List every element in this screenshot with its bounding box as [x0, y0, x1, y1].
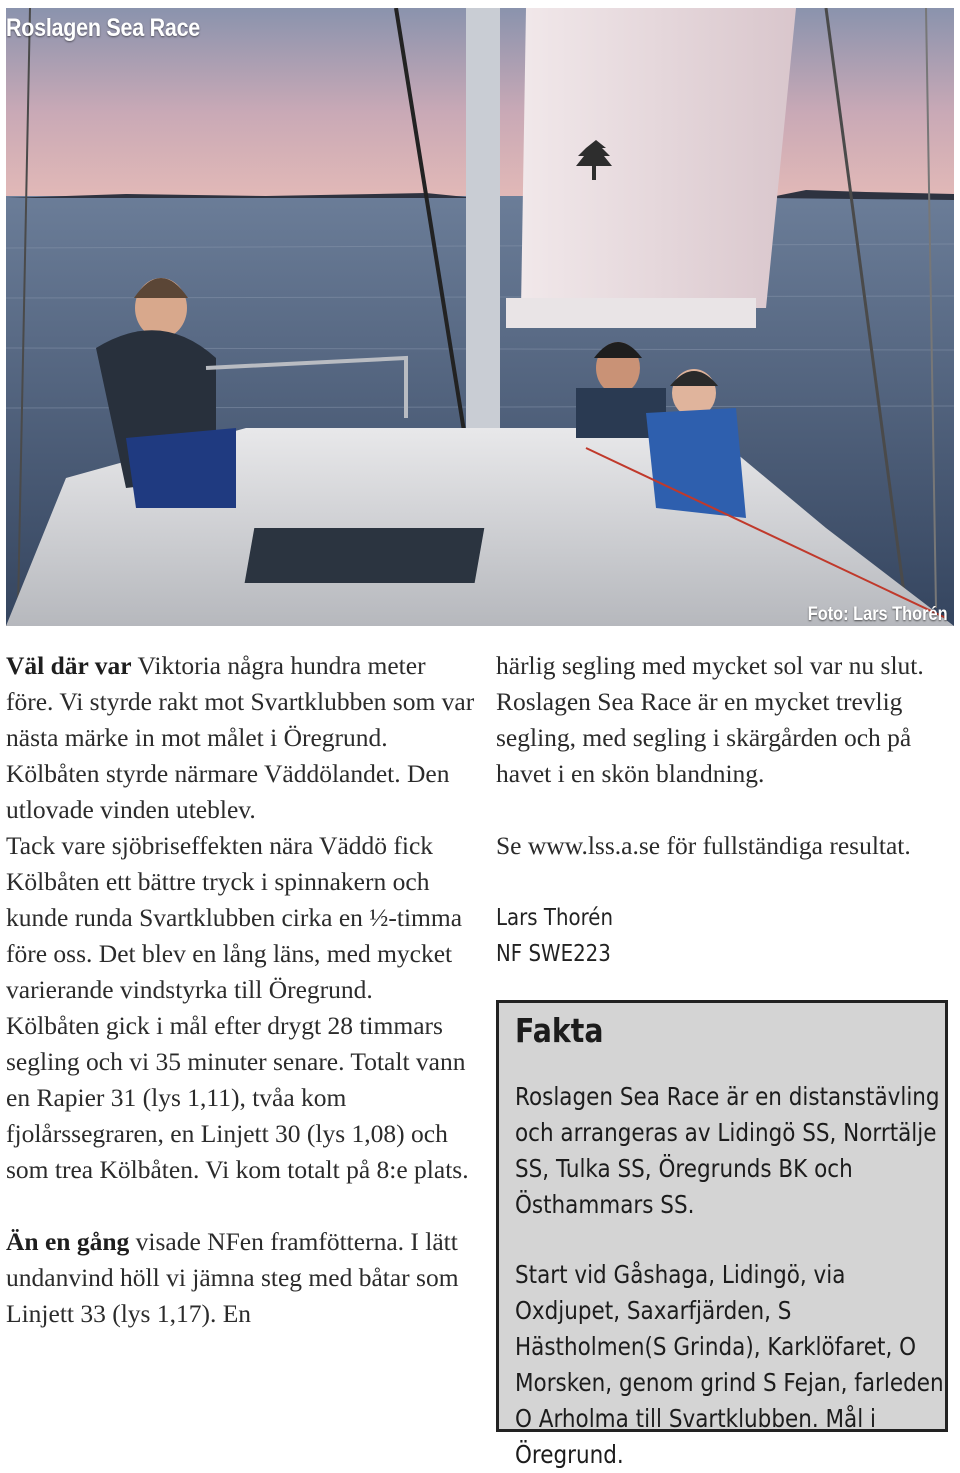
fakta-paragraph-2: Start vid Gåshaga, Lidingö, via Oxdjupet, Saxarfjärden, S Hästholmen(S Grinda), Karklöfaret, O Morsken, genom grind S Fejan, farleden O Arholma till Svartklubben. Mål i Öregrund.: [515, 1260, 944, 1469]
fakta-paragraph-1: Roslagen Sea Race är en distanstävling och arrangeras av Lidingö SS, Norrtälje SS, Tulka SS, Öregrunds BK och Östhammars SS.: [515, 1082, 940, 1219]
paragraph-4: [6, 1224, 476, 1332]
fakta-box: [496, 1000, 948, 1469]
author-signature: [496, 900, 960, 972]
photo-title: Roslagen Sea Race: [6, 14, 200, 42]
author-boat: NF SWE223: [496, 941, 611, 967]
paragraph-1-body: Viktoria några hundra meter före. Vi styrde rakt mot Svartklubben som var nästa märke in mot målet i Öregrund. Kölbåten styrde närmare Väddölandet. Den utlovade vinden uteblev.: [6, 651, 475, 824]
results-link-text: Se www.lss.a.se för fullständiga resultat.: [496, 831, 911, 860]
left-text-column: [6, 648, 476, 1332]
paragraph-4-lead: Än en gång: [6, 1227, 130, 1256]
sailboat-illustration: [6, 8, 954, 626]
paragraph-1-lead: Väl där var: [6, 651, 132, 680]
paragraph-2: Tack vare sjöbriseffekten nära Väddö fick Kölbåten ett bättre tryck i spinnakern och kunde runda Svartklubben cirka en ½-timma före oss. Det blev en lång läns, med mycket varierande vindstyrka till Öregrund.: [6, 831, 463, 1004]
sailing-photo: [6, 8, 954, 626]
solar-panel: [245, 528, 485, 583]
author-name: Lars Thorén: [496, 905, 614, 931]
jib-sail: [521, 8, 796, 308]
boom: [506, 298, 756, 328]
paragraph-4-body: visade NFen framfötterna. I lätt undanvind höll vi jämna steg med båtar som Linjett 33 (lys 1,17). En: [6, 1227, 459, 1328]
fakta-title: Fakta: [515, 1011, 604, 1050]
right-text-column: [496, 648, 956, 972]
paragraph-5: härlig segling med mycket sol var nu slut. Roslagen Sea Race är en mycket trevlig segling, med segling i skärgården och på havet i en skön blandning.: [496, 651, 924, 788]
paragraph-1: [6, 648, 476, 828]
paragraph-3: Kölbåten gick i mål efter drygt 28 timmars segling och vi 35 minuter senare. Totalt vann en Rapier 31 (lys 1,11), tvåa kom fjolårssegraren, en Linjett 30 (lys 1,08) och som trea Kölbåten. Vi kom totalt på 8:e plats.: [6, 1011, 469, 1184]
photo-credit: Foto: Lars Thorén: [808, 604, 948, 625]
